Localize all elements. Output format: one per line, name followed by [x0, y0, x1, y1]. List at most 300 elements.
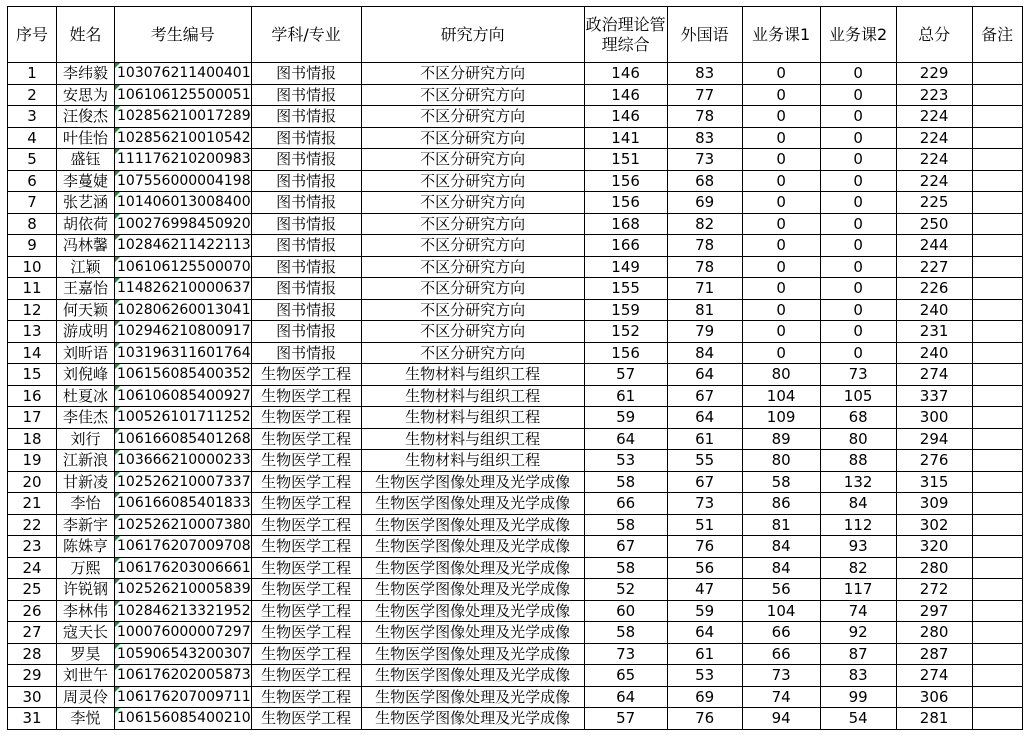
cell-total: 227 [896, 256, 972, 278]
text-number-indicator-icon [115, 622, 120, 627]
cell-total: 274 [896, 665, 972, 687]
cell-name: 安思为 [57, 84, 115, 106]
text-number-indicator-icon [115, 214, 120, 219]
text-number-indicator-icon [115, 128, 120, 133]
cell-subject-1: 0 [742, 149, 820, 171]
text-number-indicator-icon [115, 343, 120, 348]
cell-remarks [972, 235, 1022, 257]
cell-name: 甘新凌 [57, 471, 115, 493]
candidate-id-text: 103196311601764 [117, 344, 251, 361]
cell-remarks [972, 127, 1022, 149]
cell-name: 游成明 [57, 321, 115, 343]
header-subject-1: 业务课1 [742, 7, 820, 63]
cell-name: 寇天长 [57, 622, 115, 644]
cell-total: 302 [896, 514, 972, 536]
cell-major: 生物医学工程 [251, 579, 361, 601]
cell-foreign-language: 71 [667, 278, 742, 300]
cell-subject-1: 81 [742, 514, 820, 536]
cell-foreign-language: 53 [667, 665, 742, 687]
cell-subject-2: 0 [820, 342, 896, 364]
text-number-indicator-icon [115, 687, 120, 692]
cell-foreign-language: 67 [667, 385, 742, 407]
cell-remarks [972, 493, 1022, 515]
table-row [8, 192, 1023, 214]
cell-politics: 58 [584, 471, 667, 493]
cell-subject-1: 80 [742, 450, 820, 472]
cell-major: 生物医学工程 [251, 686, 361, 708]
table-body [8, 63, 1023, 730]
candidate-id-text: 102806260013041 [117, 301, 251, 318]
cell-foreign-language: 47 [667, 579, 742, 601]
cell-major: 生物医学工程 [251, 493, 361, 515]
cell-politics: 155 [584, 278, 667, 300]
cell-candidate-id [115, 299, 252, 321]
cell-seq: 28 [8, 643, 57, 665]
cell-politics: 146 [584, 106, 667, 128]
cell-subject-1: 56 [742, 579, 820, 601]
cell-subject-2: 87 [820, 643, 896, 665]
table-row [8, 686, 1023, 708]
cell-candidate-id [115, 106, 252, 128]
candidate-id-text: 100076000007297 [117, 624, 251, 641]
cell-candidate-id [115, 385, 252, 407]
cell-politics: 141 [584, 127, 667, 149]
cell-foreign-language: 76 [667, 708, 742, 730]
cell-remarks [972, 450, 1022, 472]
cell-politics: 52 [584, 579, 667, 601]
cell-candidate-id [115, 557, 252, 579]
cell-foreign-language: 51 [667, 514, 742, 536]
cell-subject-1: 104 [742, 600, 820, 622]
cell-total: 224 [896, 127, 972, 149]
cell-total: 229 [896, 63, 972, 85]
cell-subject-2: 0 [820, 63, 896, 85]
table-row [8, 278, 1023, 300]
cell-politics: 64 [584, 686, 667, 708]
cell-total: 272 [896, 579, 972, 601]
cell-total: 250 [896, 213, 972, 235]
cell-remarks [972, 63, 1022, 85]
candidate-id-text: 106106085400927 [117, 387, 251, 404]
cell-major: 图书情报 [251, 63, 361, 85]
cell-subject-1: 0 [742, 213, 820, 235]
cell-subject-1: 0 [742, 299, 820, 321]
text-number-indicator-icon [115, 106, 120, 111]
cell-major: 图书情报 [251, 149, 361, 171]
cell-remarks [972, 643, 1022, 665]
cell-total: 294 [896, 428, 972, 450]
cell-major: 生物医学工程 [251, 514, 361, 536]
cell-subject-2: 0 [820, 192, 896, 214]
table-row [8, 63, 1023, 85]
cell-major: 生物医学工程 [251, 600, 361, 622]
table-row [8, 557, 1023, 579]
cell-subject-1: 0 [742, 127, 820, 149]
cell-remarks [972, 278, 1022, 300]
cell-politics: 156 [584, 192, 667, 214]
cell-seq: 2 [8, 84, 57, 106]
cell-research-direction: 不区分研究方向 [361, 299, 584, 321]
cell-foreign-language: 64 [667, 407, 742, 429]
candidate-id-text: 106176207009708 [117, 538, 251, 555]
cell-total: 224 [896, 170, 972, 192]
text-number-indicator-icon [115, 558, 120, 563]
cell-subject-2: 82 [820, 557, 896, 579]
cell-name: 万熙 [57, 557, 115, 579]
cell-name: 何天颖 [57, 299, 115, 321]
cell-seq: 7 [8, 192, 57, 214]
cell-name: 王嘉怡 [57, 278, 115, 300]
cell-remarks [972, 708, 1022, 730]
candidate-id-text: 106176207009711 [117, 688, 251, 705]
table-row [8, 665, 1023, 687]
cell-candidate-id [115, 579, 252, 601]
cell-subject-1: 0 [742, 342, 820, 364]
cell-candidate-id [115, 708, 252, 730]
cell-foreign-language: 82 [667, 213, 742, 235]
cell-politics: 152 [584, 321, 667, 343]
cell-candidate-id [115, 493, 252, 515]
cell-remarks [972, 471, 1022, 493]
cell-candidate-id [115, 342, 252, 364]
table-row [8, 256, 1023, 278]
table-row [8, 600, 1023, 622]
cell-subject-1: 109 [742, 407, 820, 429]
cell-foreign-language: 81 [667, 299, 742, 321]
cell-remarks [972, 364, 1022, 386]
cell-seq: 4 [8, 127, 57, 149]
cell-foreign-language: 64 [667, 364, 742, 386]
text-number-indicator-icon [115, 665, 120, 670]
table-row [8, 450, 1023, 472]
header-name: 姓名 [57, 7, 115, 63]
cell-total: 280 [896, 557, 972, 579]
header-research-direction: 研究方向 [361, 7, 584, 63]
cell-foreign-language: 83 [667, 127, 742, 149]
cell-total: 224 [896, 106, 972, 128]
cell-seq: 21 [8, 493, 57, 515]
cell-seq: 16 [8, 385, 57, 407]
candidate-id-text: 100276998450920 [117, 215, 251, 232]
cell-remarks [972, 622, 1022, 644]
cell-research-direction: 不区分研究方向 [361, 106, 584, 128]
cell-seq: 27 [8, 622, 57, 644]
text-number-indicator-icon [115, 63, 120, 68]
cell-subject-2: 105 [820, 385, 896, 407]
cell-subject-2: 73 [820, 364, 896, 386]
candidate-id-text: 102846213321952 [117, 602, 251, 619]
cell-research-direction: 不区分研究方向 [361, 213, 584, 235]
cell-seq: 18 [8, 428, 57, 450]
cell-research-direction: 不区分研究方向 [361, 342, 584, 364]
cell-remarks [972, 407, 1022, 429]
cell-politics: 58 [584, 557, 667, 579]
cell-research-direction: 生物医学图像处理及光学成像 [361, 600, 584, 622]
cell-politics: 66 [584, 493, 667, 515]
text-number-indicator-icon [115, 149, 120, 154]
candidate-id-text: 106106125500070 [117, 258, 251, 275]
text-number-indicator-icon [115, 493, 120, 498]
text-number-indicator-icon [115, 85, 120, 90]
cell-subject-2: 99 [820, 686, 896, 708]
cell-research-direction: 不区分研究方向 [361, 256, 584, 278]
cell-seq: 17 [8, 407, 57, 429]
cell-remarks [972, 579, 1022, 601]
cell-research-direction: 不区分研究方向 [361, 192, 584, 214]
cell-name: 许锐钢 [57, 579, 115, 601]
cell-name: 张艺涵 [57, 192, 115, 214]
cell-total: 309 [896, 493, 972, 515]
cell-subject-2: 84 [820, 493, 896, 515]
cell-major: 生物医学工程 [251, 364, 361, 386]
cell-candidate-id [115, 213, 252, 235]
cell-seq: 26 [8, 600, 57, 622]
cell-candidate-id [115, 235, 252, 257]
candidate-id-text: 102856210010542 [117, 129, 251, 146]
header-total: 总分 [896, 7, 972, 63]
header-politics: 政治理论管理综合 [584, 7, 667, 63]
cell-name: 冯林馨 [57, 235, 115, 257]
text-number-indicator-icon [115, 708, 120, 713]
cell-subject-1: 0 [742, 256, 820, 278]
cell-remarks [972, 299, 1022, 321]
cell-seq: 1 [8, 63, 57, 85]
cell-subject-1: 86 [742, 493, 820, 515]
candidate-id-text: 101406013008400 [117, 194, 251, 211]
cell-subject-1: 0 [742, 192, 820, 214]
cell-politics: 57 [584, 708, 667, 730]
cell-major: 图书情报 [251, 321, 361, 343]
cell-major: 生物医学工程 [251, 643, 361, 665]
cell-research-direction: 生物材料与组织工程 [361, 428, 584, 450]
cell-research-direction: 不区分研究方向 [361, 278, 584, 300]
text-number-indicator-icon [115, 579, 120, 584]
candidate-id-text: 102856210017289 [117, 108, 251, 125]
table-row [8, 235, 1023, 257]
cell-total: 244 [896, 235, 972, 257]
cell-seq: 24 [8, 557, 57, 579]
cell-research-direction: 生物医学图像处理及光学成像 [361, 536, 584, 558]
cell-seq: 22 [8, 514, 57, 536]
cell-remarks [972, 385, 1022, 407]
score-table [7, 6, 1023, 730]
cell-subject-2: 0 [820, 170, 896, 192]
table-row [8, 622, 1023, 644]
cell-foreign-language: 78 [667, 256, 742, 278]
table-row [8, 364, 1023, 386]
text-number-indicator-icon [115, 364, 120, 369]
cell-seq: 31 [8, 708, 57, 730]
cell-foreign-language: 73 [667, 149, 742, 171]
score-sheet [7, 6, 1023, 730]
cell-remarks [972, 342, 1022, 364]
cell-candidate-id [115, 192, 252, 214]
cell-total: 240 [896, 299, 972, 321]
cell-politics: 64 [584, 428, 667, 450]
cell-name: 李佳杰 [57, 407, 115, 429]
cell-subject-2: 132 [820, 471, 896, 493]
cell-remarks [972, 84, 1022, 106]
cell-total: 320 [896, 536, 972, 558]
cell-name: 江颖 [57, 256, 115, 278]
cell-major: 生物医学工程 [251, 385, 361, 407]
table-row [8, 536, 1023, 558]
cell-subject-1: 0 [742, 278, 820, 300]
cell-research-direction: 生物医学图像处理及光学成像 [361, 493, 584, 515]
cell-seq: 6 [8, 170, 57, 192]
table-row [8, 213, 1023, 235]
cell-seq: 25 [8, 579, 57, 601]
cell-total: 337 [896, 385, 972, 407]
cell-foreign-language: 79 [667, 321, 742, 343]
cell-research-direction: 不区分研究方向 [361, 235, 584, 257]
text-number-indicator-icon [115, 235, 120, 240]
cell-subject-1: 66 [742, 622, 820, 644]
cell-politics: 149 [584, 256, 667, 278]
text-number-indicator-icon [115, 644, 120, 649]
cell-politics: 73 [584, 643, 667, 665]
cell-major: 生物医学工程 [251, 665, 361, 687]
cell-subject-1: 0 [742, 235, 820, 257]
cell-subject-2: 0 [820, 84, 896, 106]
cell-subject-1: 84 [742, 557, 820, 579]
header-major: 学科/专业 [251, 7, 361, 63]
cell-subject-2: 0 [820, 321, 896, 343]
cell-candidate-id [115, 686, 252, 708]
candidate-id-text: 114826210000637 [117, 280, 251, 297]
cell-total: 240 [896, 342, 972, 364]
cell-remarks [972, 321, 1022, 343]
cell-seq: 13 [8, 321, 57, 343]
cell-candidate-id [115, 665, 252, 687]
cell-remarks [972, 514, 1022, 536]
candidate-id-text: 103076211400401 [117, 65, 251, 82]
cell-total: 306 [896, 686, 972, 708]
cell-politics: 166 [584, 235, 667, 257]
cell-major: 图书情报 [251, 342, 361, 364]
table-row [8, 428, 1023, 450]
cell-remarks [972, 149, 1022, 171]
cell-research-direction: 不区分研究方向 [361, 149, 584, 171]
cell-subject-2: 0 [820, 299, 896, 321]
cell-total: 223 [896, 84, 972, 106]
cell-seq: 9 [8, 235, 57, 257]
cell-candidate-id [115, 407, 252, 429]
text-number-indicator-icon [115, 472, 120, 477]
cell-candidate-id [115, 622, 252, 644]
cell-seq: 10 [8, 256, 57, 278]
header-seq: 序号 [8, 7, 57, 63]
cell-candidate-id [115, 643, 252, 665]
candidate-id-text: 111176210200983 [117, 151, 251, 168]
cell-politics: 67 [584, 536, 667, 558]
candidate-id-text: 106166085401268 [117, 430, 251, 447]
cell-subject-1: 104 [742, 385, 820, 407]
candidate-id-text: 102526210007380 [117, 516, 251, 533]
cell-subject-2: 0 [820, 149, 896, 171]
cell-name: 罗昊 [57, 643, 115, 665]
cell-name: 胡依荷 [57, 213, 115, 235]
table-row [8, 643, 1023, 665]
table-row [8, 579, 1023, 601]
cell-foreign-language: 56 [667, 557, 742, 579]
cell-seq: 30 [8, 686, 57, 708]
cell-research-direction: 生物医学图像处理及光学成像 [361, 514, 584, 536]
cell-research-direction: 生物医学图像处理及光学成像 [361, 665, 584, 687]
cell-name: 李纬毅 [57, 63, 115, 85]
cell-major: 图书情报 [251, 235, 361, 257]
cell-candidate-id [115, 63, 252, 85]
text-number-indicator-icon [115, 601, 120, 606]
cell-politics: 146 [584, 63, 667, 85]
cell-remarks [972, 557, 1022, 579]
header-subject-2: 业务课2 [820, 7, 896, 63]
table-row [8, 708, 1023, 730]
cell-research-direction: 不区分研究方向 [361, 84, 584, 106]
candidate-id-text: 106156085400210 [117, 710, 251, 727]
table-row [8, 342, 1023, 364]
cell-subject-1: 74 [742, 686, 820, 708]
table-row [8, 127, 1023, 149]
cell-foreign-language: 83 [667, 63, 742, 85]
cell-major: 生物医学工程 [251, 407, 361, 429]
cell-candidate-id [115, 321, 252, 343]
candidate-id-text: 106106125500051 [117, 86, 251, 103]
cell-candidate-id [115, 278, 252, 300]
text-number-indicator-icon [115, 278, 120, 283]
cell-subject-1: 66 [742, 643, 820, 665]
cell-research-direction: 生物材料与组织工程 [361, 450, 584, 472]
cell-politics: 146 [584, 84, 667, 106]
cell-politics: 58 [584, 622, 667, 644]
cell-candidate-id [115, 364, 252, 386]
cell-total: 280 [896, 622, 972, 644]
text-number-indicator-icon [115, 515, 120, 520]
table-row [8, 385, 1023, 407]
candidate-id-text: 105906543200307 [117, 645, 251, 662]
cell-research-direction: 不区分研究方向 [361, 63, 584, 85]
cell-seq: 19 [8, 450, 57, 472]
cell-candidate-id [115, 127, 252, 149]
cell-foreign-language: 68 [667, 170, 742, 192]
text-number-indicator-icon [115, 300, 120, 305]
cell-major: 生物医学工程 [251, 536, 361, 558]
cell-foreign-language: 64 [667, 622, 742, 644]
cell-major: 图书情报 [251, 299, 361, 321]
cell-remarks [972, 600, 1022, 622]
cell-name: 李悦 [57, 708, 115, 730]
table-row [8, 407, 1023, 429]
cell-subject-2: 88 [820, 450, 896, 472]
cell-name: 周灵伶 [57, 686, 115, 708]
cell-foreign-language: 55 [667, 450, 742, 472]
cell-politics: 159 [584, 299, 667, 321]
cell-foreign-language: 69 [667, 192, 742, 214]
cell-major: 图书情报 [251, 192, 361, 214]
cell-subject-2: 0 [820, 127, 896, 149]
cell-major: 图书情报 [251, 170, 361, 192]
cell-major: 图书情报 [251, 106, 361, 128]
cell-foreign-language: 77 [667, 84, 742, 106]
cell-politics: 156 [584, 170, 667, 192]
cell-subject-1: 94 [742, 708, 820, 730]
cell-candidate-id [115, 84, 252, 106]
candidate-id-text: 106166085401833 [117, 495, 251, 512]
cell-total: 315 [896, 471, 972, 493]
text-number-indicator-icon [115, 192, 120, 197]
cell-subject-1: 0 [742, 321, 820, 343]
cell-major: 生物医学工程 [251, 708, 361, 730]
